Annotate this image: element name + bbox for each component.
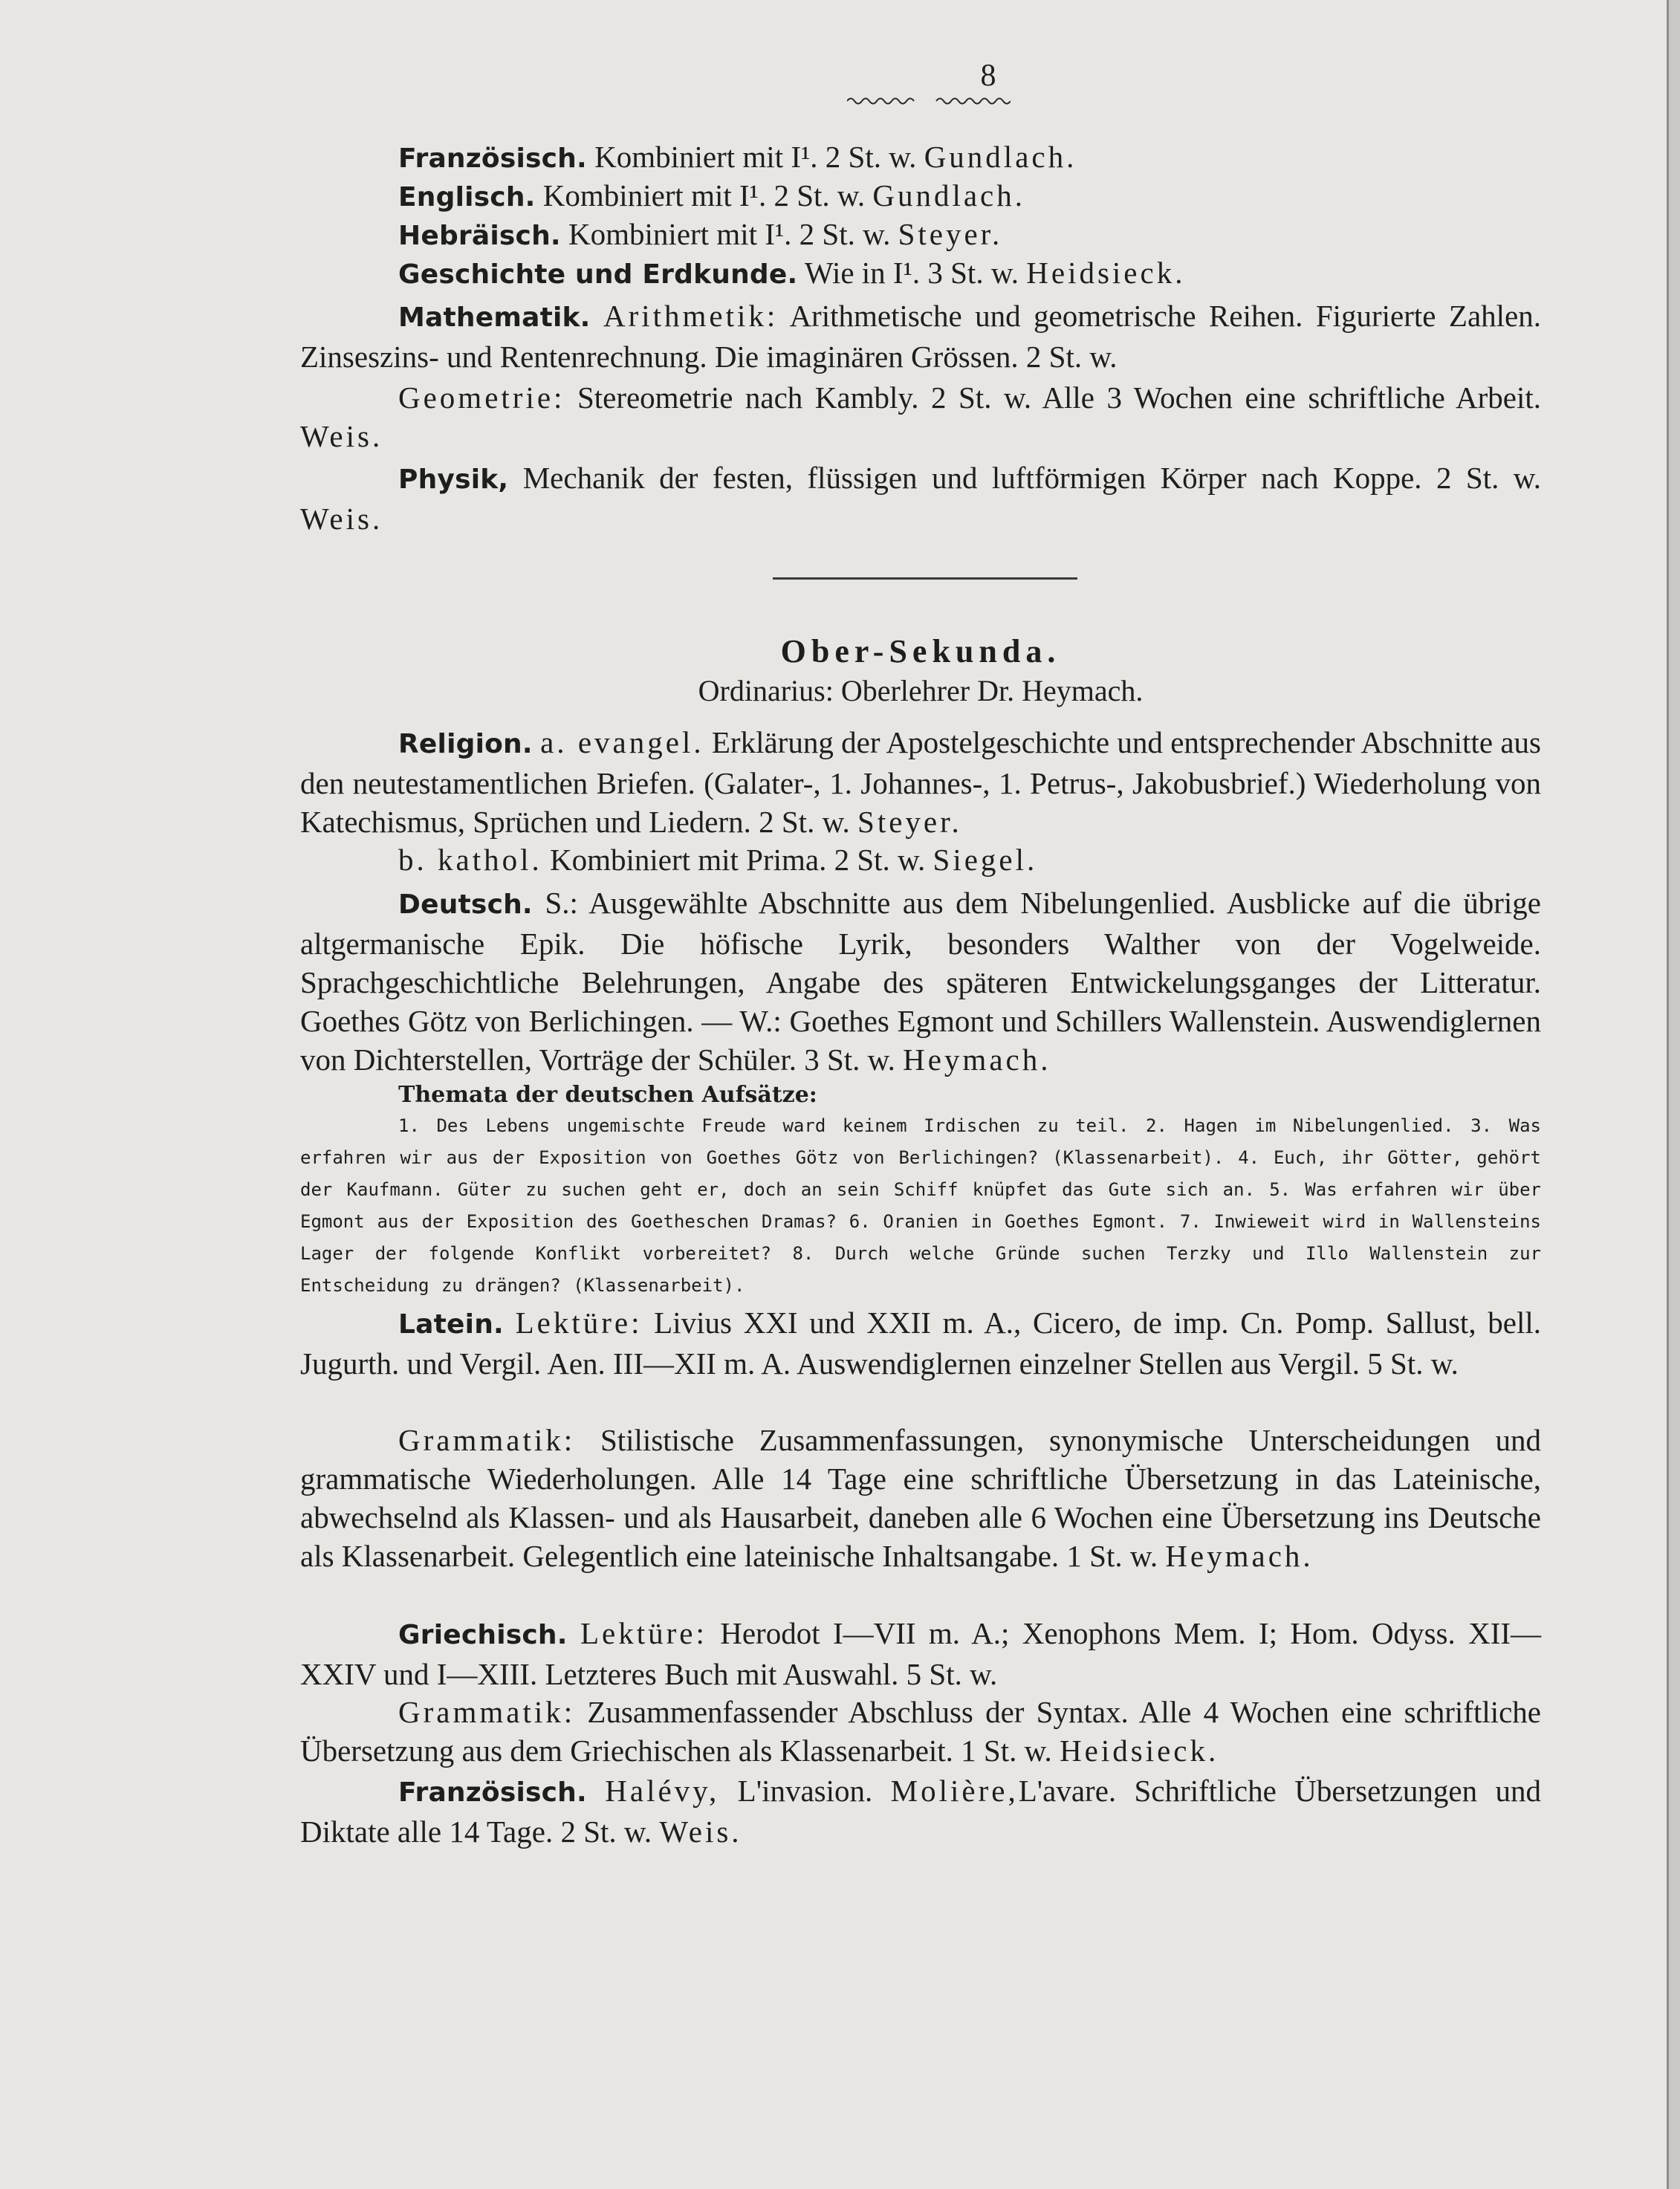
entry-geschichte [300,253,1541,294]
subject-heading: Mathematik. [398,302,591,333]
teacher-name: Gundlach. [924,140,1077,174]
entry-mathematik-arithmetik [300,296,1541,376]
subsection-label: Lektüre: [580,1616,707,1650]
entry-text: Stereometrie nach Kambly. 2 St. w. Alle 3 Wochen eine schriftliche Arbeit. [577,380,1542,415]
subsection-label: Lektüre: [515,1306,643,1340]
subject-heading: Geschichte und Erdkunde. [398,259,798,290]
teacher-name: Heidsieck. [1026,256,1186,290]
teacher-name: Weis. [659,1815,742,1849]
subject-heading: Physik, [398,464,509,495]
teacher-name: Weis. [300,419,383,453]
subsection-label: Geometrie: [398,380,565,415]
entry-text: Livius XXI und XXII m. A., Cicero, de imp. Cn. Pomp. Sallust, bell. Jugurth. und Vergil. Aen. III—XII m. A. Auswendiglernen einzelner Stellen aus Vergil. 5 St. w. [300,1306,1541,1381]
subject-heading: Französisch. [398,143,587,174]
entry-franzoesisch-top [300,137,1541,178]
subsection-label: Arithmetik: [603,299,779,333]
entry-englisch [300,176,1541,217]
section-title: Ober-Sekunda. [780,633,1061,669]
subsection-label: Grammatik: [398,1695,576,1729]
entry-griechisch-grammatik [300,1693,1541,1770]
subject-heading: Hebräisch. [398,221,561,251]
themata-list: 1. Des Lebens ungemischte Freude ward keinem Irdischen zu teil. 2. Hagen im Nibelungenlied. 3. Was erfahren wir aus der Exposition von Goethes Götz von Berlichingen? (Klassenarbeit). 4. Euch, ihr Götter, gehört der Kaufmann. Güter zu suchen geht er, doch an sein Schiff knüpfet das Gute sich an. 5. Was erfahren wir über Egmont aus der Exposition des Goetheschen Dramas? 6. Oranien in Goethes Egmont. 7. Inwieweit wird in Wallensteins Lager der folgende Konflikt vorbereitet? 8. Durch welche Gründe suchen Terzky und Illo Wallenstein zur Entscheidung zu drängen? (Klassenarbeit). [300,1115,1541,1296]
ordinarius-line: Ordinarius: Oberlehrer Dr. Heymach. [698,674,1144,707]
author-name: Molière, [890,1774,1019,1808]
subsection-label: b. kathol. [398,843,542,877]
entry-latein-lektuere [300,1303,1541,1383]
page-number: 8 [980,59,996,93]
entry-franzoesisch-os [300,1771,1541,1851]
entry-text: Stilistische Zusammenfassungen, synonymische Unterscheidungen und grammatische Wiederholungen. Alle 14 Tage eine schriftliche Übersetzung in das Lateinische, abwechselnd als Klassen- und als Hausarbeit, daneben alle 6 Wochen eine Übersetzung ins Deutsche als Klassenarbeit. Gelegentlich eine lateinische Inhaltsangabe. 1 St. w. [300,1423,1541,1573]
entry-text: Mechanik der festen, flüssigen und luftförmigen Körper nach Koppe. 2 St. w. [522,461,1541,495]
subject-heading: Englisch. [398,182,536,213]
teacher-name: Steyer. [857,805,962,839]
entry-griechisch-lektuere [300,1614,1541,1693]
entry-religion-kathol [300,840,1541,879]
themata-heading: Themata der deutschen Aufsätze: [398,1082,817,1108]
teacher-name: Weis. [300,502,383,536]
entry-religion-evangel [300,723,1541,841]
author-name: Halévy, [605,1774,720,1808]
subject-heading: Latein. [398,1309,504,1340]
entry-physik [300,458,1541,538]
entry-hebraeisch [300,215,1541,256]
teacher-name: Heidsieck. [1060,1734,1219,1768]
entry-text: Arithmetische und geometrische Reihen. Figurierte Zahlen. Zinseszins- und Rentenrechnung. Die imaginären Grössen. 2 St. w. [300,299,1541,374]
page-edge [1667,0,1680,2189]
page-number-ornament [847,95,1011,106]
entry-text: Wie in I¹. 3 St. w. [804,256,1019,290]
entry-deutsch [300,883,1541,1079]
subject-heading: Deutsch. [398,889,533,920]
entry-text: Kombiniert mit Prima. 2 St. w. [549,843,926,877]
work-title: L'avare. [1018,1774,1117,1808]
entry-text: Erklärung der Apostelgeschichte und entsprechender Abschnitte aus den neutestamentlichen Briefen. (Galater-, 1. Johannes-, 1. Petrus-, Jakobusbrief.) Wiederholung von Katechismus, Sprüchen und Liedern. 2 St. w. [300,725,1542,839]
entry-latein-grammatik [300,1421,1541,1575]
teacher-name: Gundlach. [872,178,1025,213]
teacher-name: Siegel. [933,843,1038,877]
entry-text: Kombiniert mit I¹. 2 St. w. [594,140,917,174]
section-divider [773,577,1077,580]
work-title: L'invasion. [737,1774,873,1808]
entry-text: Kombiniert mit I¹. 2 St. w. [542,178,866,213]
subsection-label: Grammatik: [398,1423,576,1457]
teacher-name: Heymach. [1165,1539,1314,1573]
teacher-name: Heymach. [903,1042,1051,1077]
subsection-label: a. evangel. [540,725,704,759]
entry-text: Herodot I—VII m. A.; Xenophons Mem. I; Hom. Odyss. XII—XXIV und I—XIII. Letzteres Buch mit Auswahl. 5 St. w. [300,1616,1542,1691]
teacher-name: Steyer. [898,217,1003,251]
subject-heading: Griechisch. [398,1620,568,1650]
entry-text: Schriftliche Übersetzungen und Diktate alle 14 Tage. 2 St. w. [300,1774,1541,1849]
entry-mathematik-geometrie [300,378,1541,455]
entry-text: Zusammenfassender Abschluss der Syntax. Alle 4 Wochen eine schriftliche Übersetzung aus dem Griechischen als Klassenarbeit. 1 St. w. [300,1695,1542,1768]
subject-heading: Religion. [398,729,533,759]
subject-heading: Französisch. [398,1777,587,1808]
entry-text: S.: Ausgewählte Abschnitte aus dem Nibelungenlied. Ausblicke auf die übrige altgermanische Epik. Die höfische Lyrik, besonders Walther von der Vogelweide. Sprachgeschichtliche Belehrungen, Angabe des späteren Entwickelungsganges der Litteratur. Goethes Götz von Berlichingen. — W.: Goethes Egmont und Schillers Wallenstein. Auswendiglernen von Dichterstellen, Vorträge der Schüler. 3 St. w. [300,886,1542,1077]
entry-text: Kombiniert mit I¹. 2 St. w. [568,217,891,251]
